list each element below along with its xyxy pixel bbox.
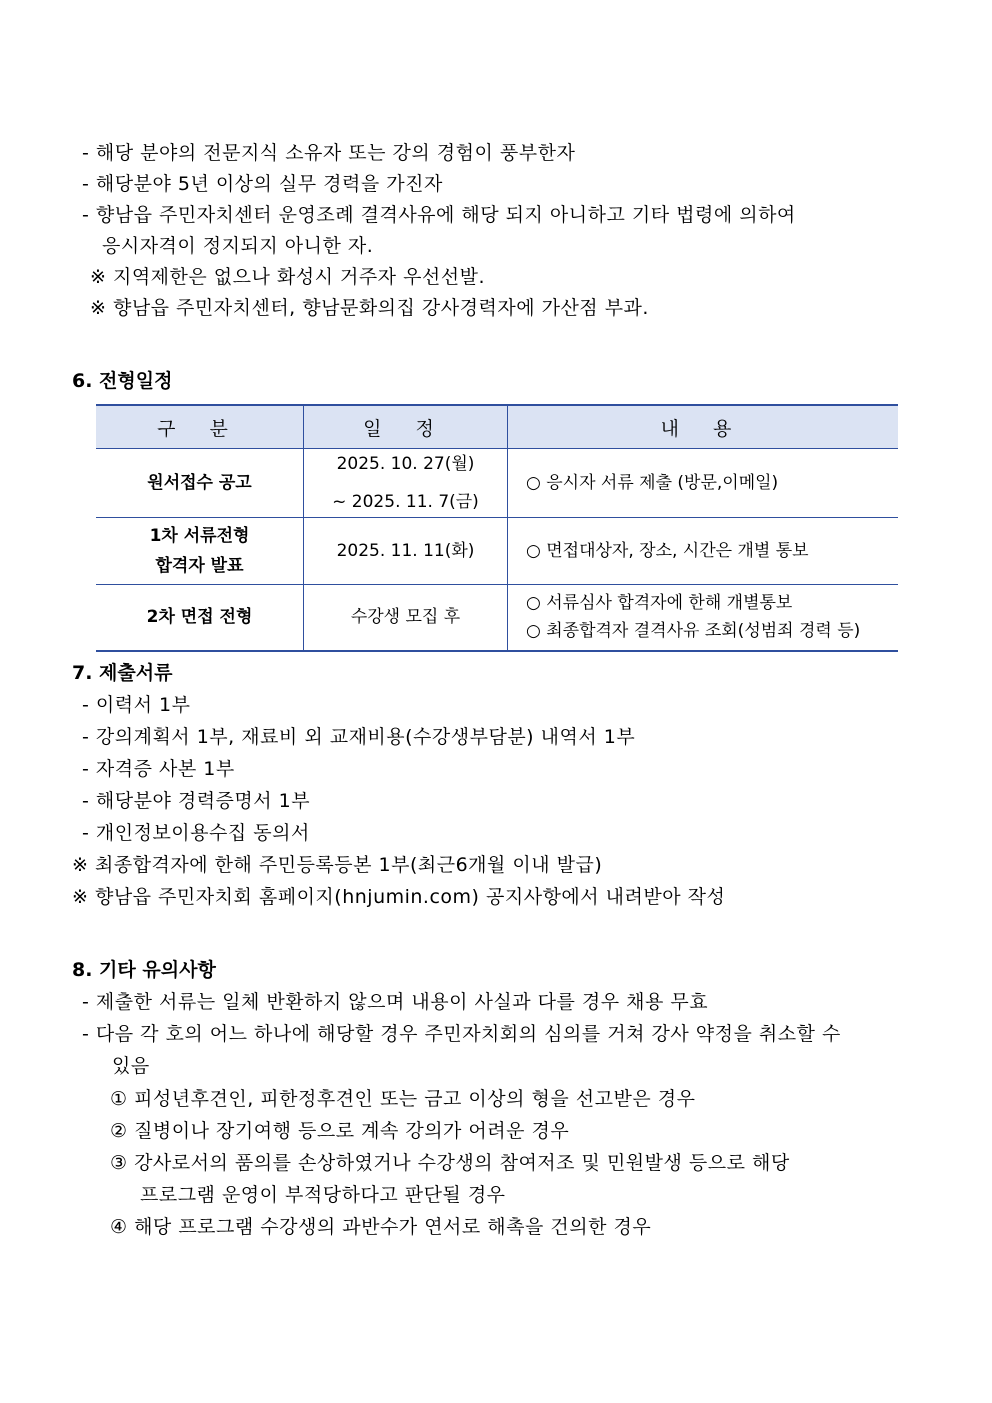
row-content-text: ○ 최종합격자 결격사유 조회(성범죄 경력 등) [526, 621, 861, 642]
row-category-text: 원서접수 공고 [147, 473, 252, 493]
row-content [508, 449, 899, 518]
qualification-item: - 향남읍 주민자치센터 운영조례 결격사유에 해당 되지 아니하고 기타 법령에 의하여 [82, 204, 796, 226]
row-schedule [304, 585, 508, 651]
notice-clause-continuation: 프로그램 운영이 부적당하다고 판단될 경우 [140, 1184, 506, 1206]
qualification-item-continuation: 응시자격이 정지되지 아니한 자. [102, 235, 374, 257]
row-content [508, 585, 899, 651]
document-item: - 해당분야 경력증명서 1부 [82, 790, 311, 812]
notice-clause: ① 피성년후견인, 피한정후견인 또는 금고 이상의 형을 선고받은 경우 [110, 1088, 696, 1110]
notice-item: - 다음 각 호의 어느 하나에 해당할 경우 주민자치회의 심의를 거쳐 강사 약정을 취소할 수 [82, 1023, 841, 1045]
notice-item-continuation: 있음 [112, 1055, 150, 1077]
section-8-title: 8. 기타 유의사항 [72, 959, 216, 981]
qualification-note: ※ 향남읍 주민자치센터, 향남문화의집 강사경력자에 가산점 부과. [90, 297, 649, 319]
row-schedule-text: ~ 2025. 11. 7(금) [332, 492, 479, 512]
schedule-table-header [96, 405, 898, 449]
table-row [96, 449, 898, 518]
notice-clause: ② 질병이나 장기여행 등으로 계속 강의가 어려운 경우 [110, 1120, 570, 1142]
row-category [96, 585, 304, 651]
header-content: 내 용 [508, 405, 899, 449]
row-category [96, 449, 304, 518]
document-item: - 자격증 사본 1부 [82, 758, 235, 780]
row-schedule [304, 518, 508, 585]
row-schedule-text: 2025. 10. 27(월) [336, 454, 475, 474]
document-note: ※ 향남읍 주민자치회 홈페이지(hnjumin.com) 공지사항에서 내려받아 작성 [72, 886, 726, 908]
row-schedule-text: 수강생 모집 후 [350, 607, 461, 628]
row-content [508, 518, 899, 585]
schedule-table [96, 404, 898, 652]
row-content-text: ○ 서류심사 합격자에 한해 개별통보 [526, 593, 793, 614]
notice-item: - 제출한 서류는 일체 반환하지 않으며 내용이 사실과 다를 경우 채용 무효 [82, 991, 709, 1013]
table-row [96, 585, 898, 651]
document-note: ※ 최종합격자에 한해 주민등록등본 1부(최근6개월 이내 발급) [72, 854, 603, 876]
header-schedule: 일 정 [304, 405, 508, 449]
row-category-text: 합격자 발표 [155, 556, 244, 576]
notice-clause: ④ 해당 프로그램 수강생의 과반수가 연서로 해촉을 건의한 경우 [110, 1216, 652, 1238]
row-schedule [304, 449, 508, 518]
notice-clause: ③ 강사로서의 품의를 손상하였거나 수강생의 참여저조 및 민원발생 등으로 해당 [110, 1152, 790, 1174]
qualification-item: - 해당 분야의 전문지식 소유자 또는 강의 경험이 풍부한자 [82, 142, 576, 164]
document-item: - 개인정보이용수집 동의서 [82, 822, 310, 844]
section-6-title: 6. 전형일정 [72, 370, 173, 392]
document-item: - 이력서 1부 [82, 694, 191, 716]
row-category [96, 518, 304, 585]
row-category-text: 1차 서류전형 [149, 526, 250, 546]
section-7-title: 7. 제출서류 [72, 662, 173, 684]
row-content-text: ○ 면접대상자, 장소, 시간은 개별 통보 [526, 541, 809, 561]
row-schedule-text: 2025. 11. 11(화) [336, 541, 475, 561]
row-content-text: ○ 응시자 서류 제출 (방문,이메일) [526, 473, 779, 493]
row-category-text: 2차 면접 전형 [146, 607, 253, 628]
qualification-item: - 해당분야 5년 이상의 실무 경력을 가진자 [82, 173, 443, 195]
document-item: - 강의계획서 1부, 재료비 외 교재비용(수강생부담분) 내역서 1부 [82, 726, 636, 748]
header-category: 구 분 [96, 405, 304, 449]
qualification-note: ※ 지역제한은 없으나 화성시 거주자 우선선발. [90, 266, 486, 288]
table-row [96, 518, 898, 585]
